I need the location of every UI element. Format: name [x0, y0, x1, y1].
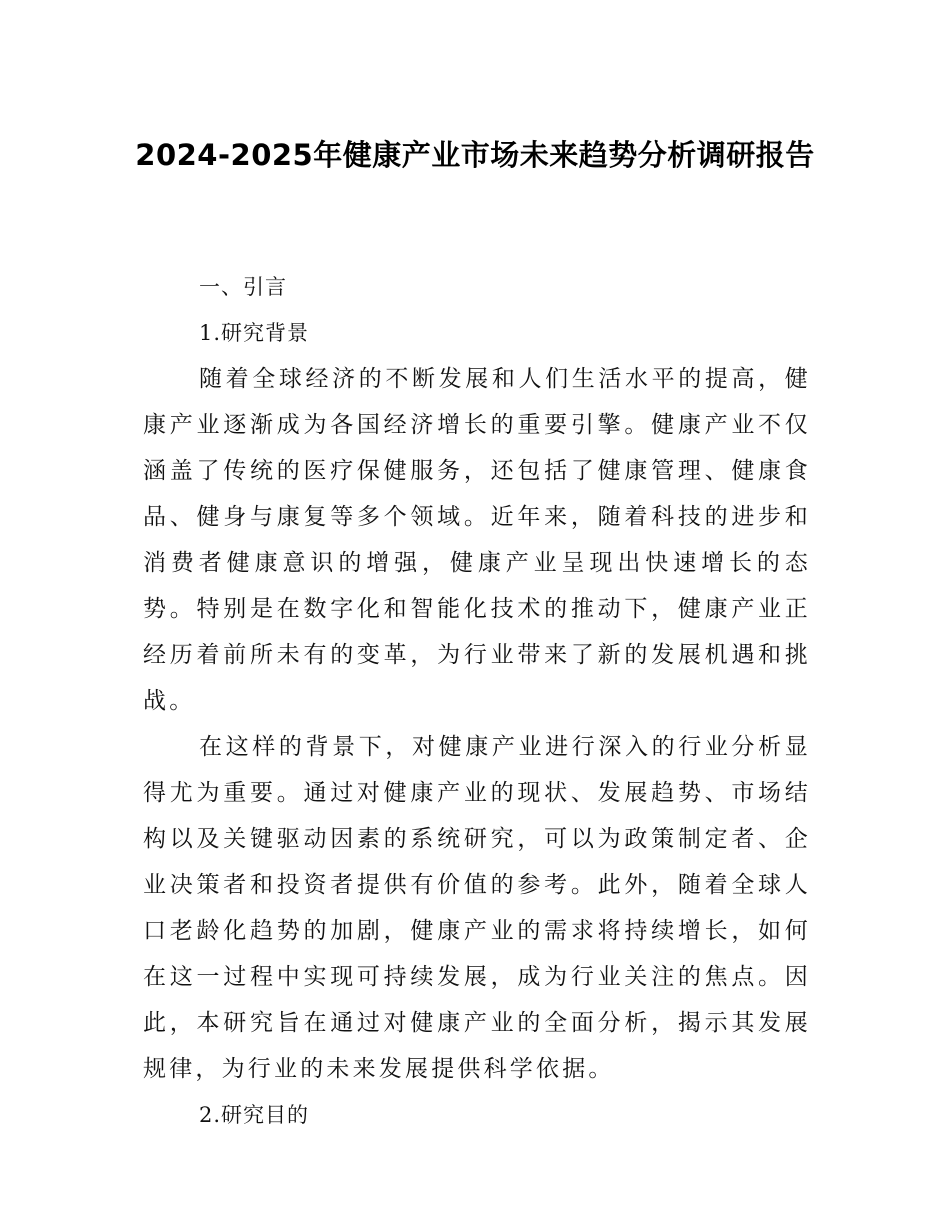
subsection-heading-research-background: 1.研究背景 — [199, 321, 310, 345]
paragraph-research-background-1: 随着全球经济的不断发展和人们生活水平的提高，健康产业逐渐成为各国经济增长的重要引擎。健康产业不仅涵盖了传统的医疗保健服务，还包括了健康管理、健康食品、健身与康复等多个领域。近年来，随着科技的进步和消费者健康意识的增强，健康产业呈现出快速增长的态势。特别是在数字化和智能化技术的推动下，健康产业正经历着前所未有的变革，为行业带来了新的发展机遇和挑战。 — [143, 366, 811, 714]
document-body — [143, 264, 811, 1138]
section-heading-introduction: 一、引言 — [199, 275, 287, 299]
subsection-heading-research-purpose: 2.研究目的 — [199, 1103, 310, 1127]
paragraph-research-background-2: 在这样的背景下，对健康产业进行深入的行业分析显得尤为重要。通过对健康产业的现状、发展趋势、市场结构以及关键驱动因素的系统研究，可以为政策制定者、企业决策者和投资者提供有价值的参考。此外，随着全球人口老龄化趋势的加剧，健康产业的需求将持续增长，如何在这一过程中实现可持续发展，成为行业关注的焦点。因此，本研究旨在通过对健康产业的全面分析，揭示其发展规律，为行业的未来发展提供科学依据。 — [143, 734, 811, 1082]
document-title: 2024-2025年健康产业市场未来趋势分析调研报告 — [135, 138, 815, 173]
